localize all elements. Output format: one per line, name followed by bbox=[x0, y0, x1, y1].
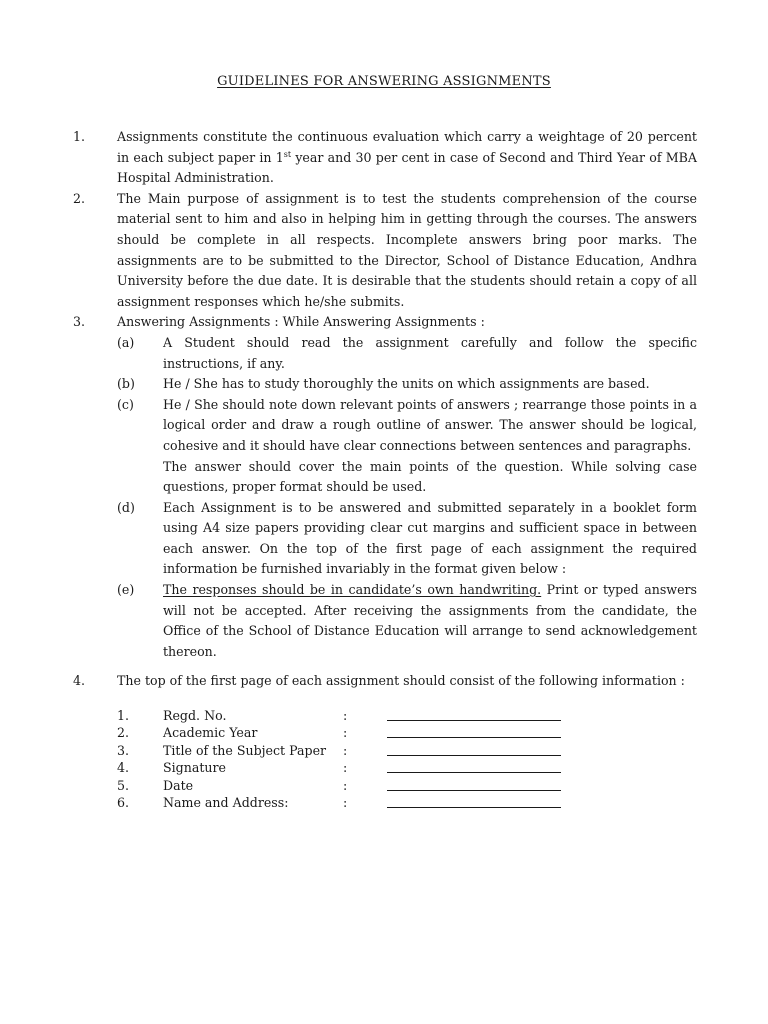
sub-item-text: The responses should be in candidate’s own handwriting. Print or typed answers will not be accepted. After receiving the assignments from the candidate, the Office of the School of Distance Education will arrange to send acknowledgement thereon. bbox=[163, 582, 698, 659]
form-row-label: Academic Year bbox=[163, 725, 258, 741]
sub-item-letter: (c) bbox=[117, 396, 134, 412]
sub-item-c bbox=[117, 395, 697, 498]
form-row-colon: : bbox=[343, 777, 348, 793]
document-title-text: GUIDELINES FOR ANSWERING ASSIGNMENTS bbox=[217, 74, 551, 89]
guideline-item-4 bbox=[73, 671, 697, 692]
sub-item-text: Each Assignment is to be answered and submitted separately in a booklet form using A4 size papers providing clear cut margins and sufficient space in between each answer. On the top of the first page of each assignment the required information be furnished invariably in the format given below : bbox=[163, 499, 697, 577]
form-row-colon: : bbox=[343, 742, 348, 758]
document-title bbox=[0, 74, 768, 89]
sub-item-d bbox=[117, 498, 697, 580]
sub-item-letter: (b) bbox=[117, 376, 135, 392]
form-blank-line bbox=[387, 720, 561, 721]
form-row-colon: : bbox=[343, 794, 348, 810]
sub-item-letter: (a) bbox=[117, 334, 135, 350]
form-blank-line bbox=[387, 772, 561, 773]
sub-item-e bbox=[117, 580, 697, 662]
form-blank-line bbox=[387, 755, 561, 756]
form-row-name-address bbox=[73, 794, 697, 811]
form-blank-line bbox=[387, 737, 561, 738]
form-row-label: Signature bbox=[163, 760, 226, 776]
item-text: Answering Assignments : While Answering Assignments : bbox=[117, 314, 485, 330]
item-number: 1. bbox=[73, 129, 86, 144]
form-row-label: Title of the Subject Paper bbox=[163, 742, 327, 758]
item-number: 3. bbox=[73, 314, 86, 330]
form-row-number: 6. bbox=[117, 794, 130, 810]
form-row-number: 1. bbox=[117, 708, 130, 724]
item-number: 2. bbox=[73, 190, 86, 206]
form-row-colon: : bbox=[343, 708, 348, 724]
sub-item-letter: (e) bbox=[117, 582, 135, 598]
form-row-subject-paper bbox=[73, 742, 697, 759]
sub-item-text: A Student should read the assignment carefully and follow the specific instructions, if any. bbox=[163, 334, 697, 371]
form-row-regd-no bbox=[73, 707, 697, 724]
form-row-signature bbox=[73, 759, 697, 776]
form-blank-line bbox=[387, 790, 561, 791]
guidelines-list bbox=[73, 127, 697, 811]
form-row-colon: : bbox=[343, 725, 348, 741]
form-row-label: Regd. No. bbox=[163, 708, 227, 724]
form-row-number: 5. bbox=[117, 777, 130, 793]
sub-item-letter: (d) bbox=[117, 499, 135, 515]
guideline-item-1 bbox=[73, 127, 697, 189]
item-text: The Main purpose of assignment is to test the students comprehension of the course material sent to him and also in helping him in getting through the courses. The answers should be complete in all respects. Incomplete answers bring poor marks. The assignments are to be submitted to the Director, School of Distance Education, Andhra University before the due date. It is desirable that the students should retain a copy of all assignment responses which he/she submits. bbox=[117, 190, 697, 309]
form-row-colon: : bbox=[343, 760, 348, 776]
guideline-item-3 bbox=[73, 312, 697, 662]
item-text: Assignments constitute the continuous evaluation which carry a weightage of 20 percent in each subject paper in 1st year and 30 per cent in case of Second and Third Year of MBA Hospital Administration. bbox=[117, 129, 697, 186]
guideline-item-2 bbox=[73, 189, 697, 313]
form-blank-line bbox=[387, 807, 561, 808]
info-format-list bbox=[73, 707, 697, 811]
sub-item-b bbox=[117, 374, 697, 395]
form-row-number: 2. bbox=[117, 725, 130, 741]
form-row-date bbox=[73, 777, 697, 794]
sub-item-text-continued: The answer should cover the main points of the question. While solving case questions, proper format should be used. bbox=[163, 458, 697, 495]
sub-item-a bbox=[117, 333, 697, 374]
underlined-text: The responses should be in candidate’s own handwriting. bbox=[163, 582, 542, 598]
sub-item-text: He / She should note down relevant points of answers ; rearrange those points in a logical order and draw a rough outline of answer. The answer should be logical, cohesive and it should have clear connections between sentences and paragraphs. bbox=[163, 396, 697, 453]
item-text: The top of the first page of each assignment should consist of the following information : bbox=[117, 673, 685, 689]
form-row-label: Name and Address: bbox=[163, 794, 289, 810]
sub-item-text: He / She has to study thoroughly the units on which assignments are based. bbox=[163, 376, 650, 392]
form-row-label: Date bbox=[163, 777, 194, 793]
item-number: 4. bbox=[73, 673, 86, 689]
form-row-number: 3. bbox=[117, 742, 130, 758]
superscript-st: st bbox=[283, 149, 292, 159]
form-row-number: 4. bbox=[117, 760, 130, 776]
form-row-academic-year bbox=[73, 724, 697, 741]
